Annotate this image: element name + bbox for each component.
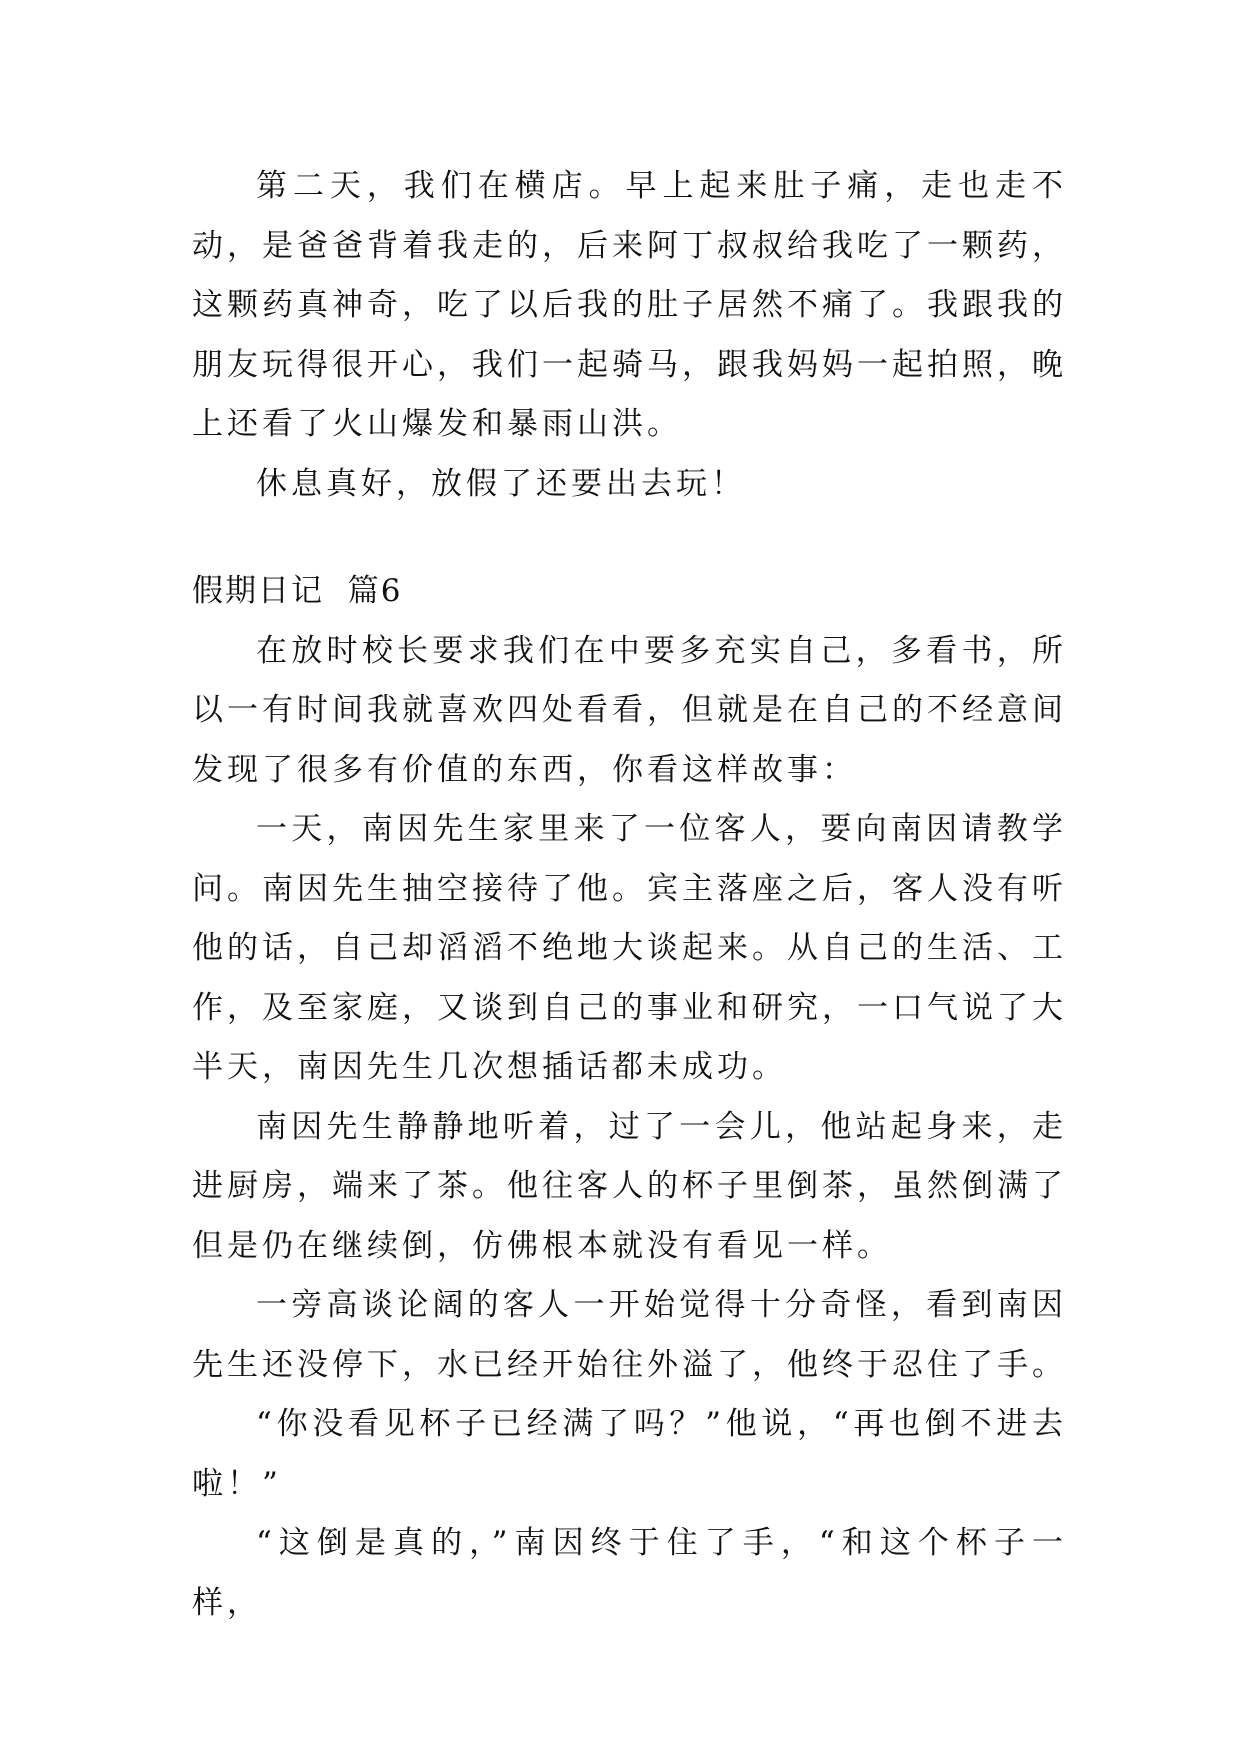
paragraph: 一天，南因先生家里来了一位客人，要向南因请教学问。南因先生抽空接待了他。宾主落座之后，客人没有听他的话，自己却滔滔不绝地大谈起来。从自己的生活、工作，及至家庭，又谈到自己的事业和研究，一口气说了大半天，南因先生几次想插话都未成功。 [192, 811, 1067, 1085]
paragraph: “这倒是真的，”南因终于住了手，“和这个杯子一样， [192, 1525, 1067, 1621]
section-heading: 假期日记 篇6 [192, 573, 403, 609]
paragraph: 休息真好，放假了还要出去玩！ [256, 465, 746, 502]
diary-section [192, 562, 1067, 1633]
paragraph: “你没看见杯子已经满了吗？”他说，“再也倒不进去啦！” [192, 1406, 1067, 1502]
paragraph: 在放时校长要求我们在中要多充实自己，多看书，所以一有时间我就喜欢四处看看，但就是在自己的不经意间发现了很多有价值的东西，你看这样故事： [192, 632, 1067, 788]
diary-entry-continued [192, 157, 1067, 514]
paragraph: 第二天，我们在横店。早上起来肚子痛，走也走不动，是爸爸背着我走的，后来阿丁叔叔给我吃了一颗药，这颗药真神奇，吃了以后我的肚子居然不痛了。我跟我的朋友玩得很开心，我们一起骑马，跟我妈妈一起拍照，晚上还看了火山爆发和暴雨山洪。 [192, 168, 1067, 442]
paragraph: 南因先生静静地听着，过了一会儿，他站起身来，走进厨房，端来了茶。他往客人的杯子里倒茶，虽然倒满了但是仍在继续倒，仿佛根本就没有看见一样。 [192, 1108, 1067, 1264]
paragraph: 一旁高谈论阔的客人一开始觉得十分奇怪，看到南因先生还没停下，水已经开始往外溢了，他终于忍住了手。 [192, 1287, 1067, 1383]
